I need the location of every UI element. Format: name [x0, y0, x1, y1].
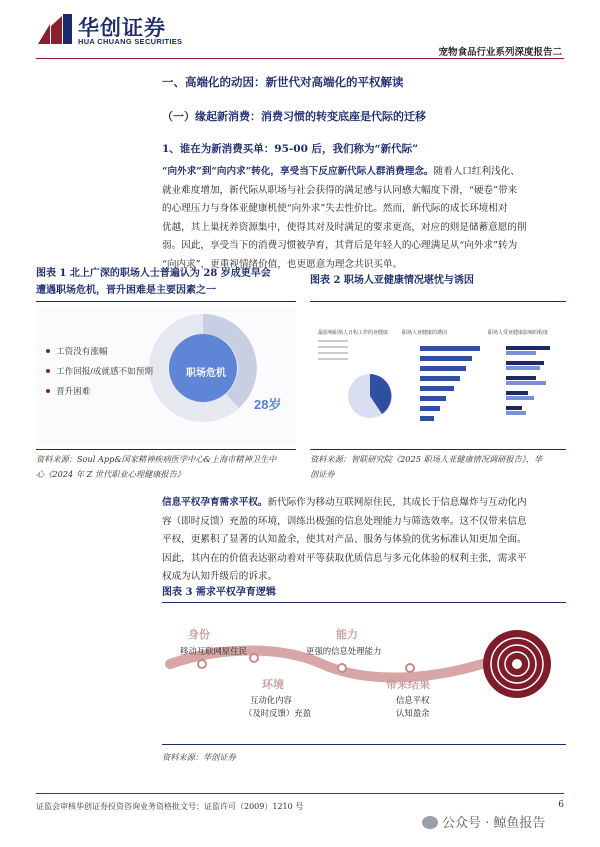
paragraph-line: 弱。因此，享受当下的消费习惯被孕育，其背后是年轻人的心理满足从“向外求”转为	[162, 240, 518, 251]
paragraph-line: 因此，其内在的价值表达驱动着对平等获取优质信息与多元化体验的权利主张，需求平	[162, 552, 527, 564]
watermark-text: 公众号 · 鲸鱼报告	[442, 816, 546, 831]
list-item: 工资没有涨幅	[46, 345, 153, 365]
figure-1-title	[36, 265, 296, 299]
source-line: 心《2024 年 Z 世代职业心理健康报告》	[36, 469, 185, 479]
list-item: 工作回报/成就感不如预期	[46, 365, 153, 385]
legend-bar	[318, 358, 348, 360]
flow-ability-text: 更强的信息处理能力	[306, 646, 382, 656]
paragraph-line: 权成为认知升级后的诉求。	[162, 571, 278, 582]
footer-divider	[36, 793, 564, 794]
flow-ability-heading: 能力	[336, 628, 358, 641]
figure-1-source	[36, 452, 298, 482]
report-title: 宠物食品行业系列深度报告二	[438, 47, 562, 58]
figure-3-source: 资料来源：华创证券	[162, 752, 236, 762]
figure-1-title-line: 图表 1 北上广深的职场人士普遍认为 28 岁成更早会	[36, 268, 271, 279]
paragraph-line: 新代际作为移动互联网原住民，其成长于信息爆炸与互动化内	[267, 497, 527, 508]
source-line: 资料来源：智联研究院《2025 职场人亚健康情况调研报告》，华	[310, 454, 543, 464]
flow-identity-heading: 身份	[188, 628, 210, 641]
page-number: 6	[558, 800, 564, 810]
topic-heading: 1、谁在为新消费买单：95-00 后，我们称为“新代际”	[162, 143, 419, 155]
flow-environment-heading: 环境	[262, 678, 284, 691]
figure-2-graphic	[310, 306, 566, 446]
watermark	[422, 812, 545, 831]
paragraph-lead: “向外求”到“向内求”转化，享受当下反应新代际人群消费理念。	[162, 166, 434, 177]
flow-identity-text: 移动互联网原住民	[180, 646, 247, 656]
figure-1-list	[46, 345, 153, 405]
paragraph-line: 随着人口红利浅化、	[433, 166, 520, 177]
panel-1-title: 最影响职场人日程工作的亚健康	[318, 330, 389, 336]
flow-environment-text: 互动化内容	[250, 695, 292, 705]
panel-2-title: 职场人亚健康的诱因	[402, 330, 448, 336]
legend-bar	[318, 352, 348, 354]
footer-disclaimer: 证监会审核华创证券投资咨询业务资格批文号：证监许可（2009）1210 号	[36, 802, 304, 811]
legend-bar	[318, 346, 348, 348]
panel-3-title: 职场人受亚健康影响的程度	[488, 330, 549, 336]
age-label: 28岁	[254, 397, 282, 412]
paragraph-line: 就业难度增加，新代际从职场与社会获得的满足感与认同感大幅度下滑，“硬卷”带来	[162, 184, 518, 196]
company-logo-name: 华创证券	[78, 16, 166, 40]
target-icon	[483, 630, 551, 698]
section-heading: 一、高端化的动因：新世代对高端化的平权解读	[162, 75, 404, 89]
figure-1-title-line: 遭遇职场危机，晋升困难是主要因素之一	[36, 285, 216, 296]
paragraph-line: 平权，更累积了显著的认知盈余，使其对产品、服务与体验的优劣标准认知更加全面。	[162, 534, 527, 545]
body-paragraph-1	[162, 163, 566, 274]
figure-1-bottom-rule	[36, 449, 296, 450]
figure-2-rule	[310, 301, 566, 302]
paragraph-line: 的心理压力与身体亚健康机使“向外求”失去性价比。然而，新代际的成长环境相对	[162, 203, 508, 214]
company-logo-english: HUA CHUANG SECURITIES	[78, 37, 183, 46]
figure-3-bottom-rule	[162, 744, 566, 745]
figure-3-rule	[162, 602, 566, 603]
flow-node	[406, 664, 414, 672]
donut-center-label: 职场危机	[186, 368, 226, 379]
flow-result-text: 信息平权	[396, 695, 430, 705]
figure-2-title: 图表 2 职场人亚健康情况堪忧与诱因	[310, 275, 474, 286]
flow-node	[338, 664, 346, 672]
company-logo-icon	[38, 14, 72, 44]
figure-1-rule	[36, 301, 296, 302]
subsection-heading: （一）缘起新消费：消费习惯的转变底座是代际的迁移	[162, 110, 426, 123]
flow-environment-text: （及时反馈）充盈	[244, 708, 311, 718]
paragraph-line: “向内求”，更重视情绪价值，也更愿意为理念共识买单。	[162, 258, 403, 270]
figure-2-bottom-rule	[310, 449, 566, 450]
figure-3-title: 图表 3 需求平权孕育逻辑	[162, 587, 276, 598]
source-line: 资料来源：Soul App&国家精神疾病医学中心&上海市精神卫生中	[36, 454, 277, 464]
source-line: 创证券	[310, 469, 335, 479]
flow-node	[250, 654, 258, 662]
legend-bar	[318, 340, 348, 342]
list-item: 晋升困难	[46, 385, 153, 405]
paragraph-lead: 信息平权孕育需求平权。	[162, 497, 268, 508]
paragraph-line: 优越，其上巢抚养资源集中，使得其对及时满足的要求更高，对应的则是储蓄意愿的削	[162, 221, 527, 233]
flow-node	[198, 660, 206, 668]
wechat-icon	[422, 816, 438, 829]
flow-result-text: 认知盈余	[396, 708, 430, 718]
figure-3-flow-diagram	[162, 606, 566, 742]
flow-result-heading: 带来结果	[386, 678, 430, 691]
paragraph-line: 容（即时反馈）充盈的环境，训练出极强的信息处理能力与筛选效率。这不仅带来信息	[162, 515, 527, 527]
figure-2-source	[310, 452, 566, 482]
body-paragraph-2	[162, 494, 566, 587]
header-divider	[36, 58, 564, 59]
